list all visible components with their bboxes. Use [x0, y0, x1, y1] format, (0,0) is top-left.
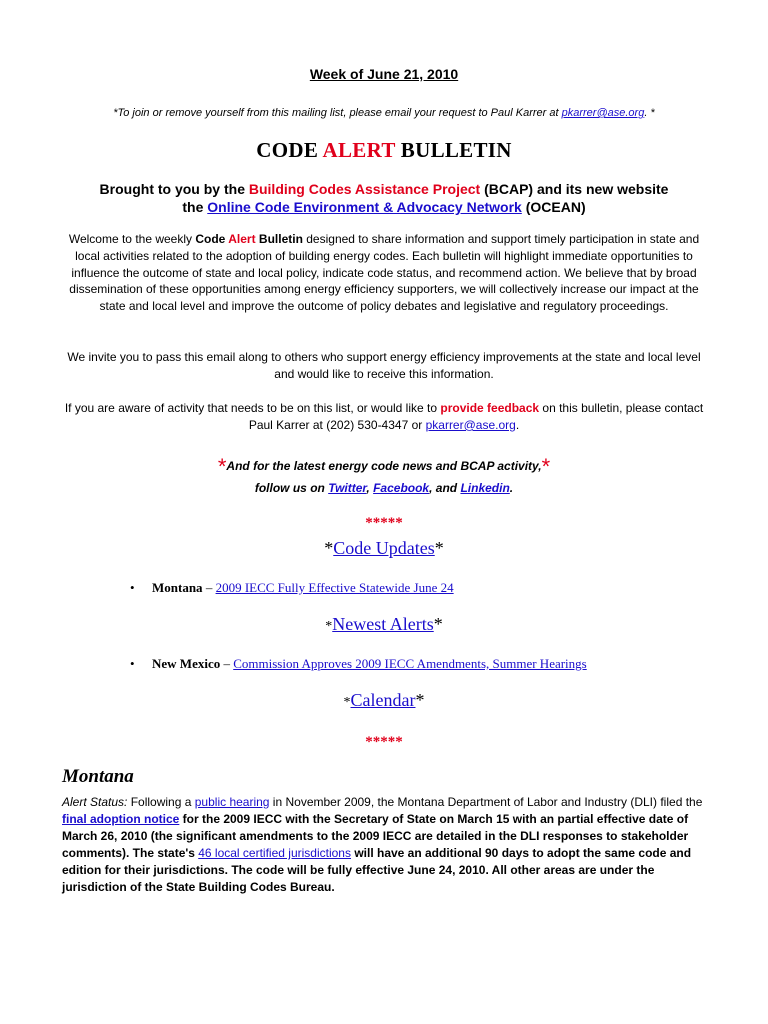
ocean-link[interactable]: Online Code Environment & Advocacy Network: [207, 199, 522, 215]
sponsor-pre: Brought to you by the: [99, 181, 249, 197]
bcap-name: Building Codes Assistance Project: [248, 181, 481, 197]
code-updates-heading: [0, 538, 768, 559]
newest-alerts-link[interactable]: Newest Alerts: [332, 614, 434, 634]
bullet-dot: •: [130, 656, 135, 671]
code-updates-star-l: *: [324, 538, 334, 558]
welcome-rest: designed to share information and support timely participation in state and local activities related to the adoption of building energy codes. Each bulletin will highlight immediate opportunities to influence the outcome of state and local policy, indicate code status, and recommend action. We believe that by broad dissemination of these opportunities among energy efficiency supporters, we will collectively increase our impact at the state and local level and improve the outcome of policy debates and legislative and regulatory proceedings.: [69, 232, 700, 314]
new-mexico-alert-link[interactable]: Commission Approves 2009 IECC Amendments, Summer Hearings: [233, 656, 587, 671]
mailing-email-link[interactable]: pkarrer@ase.org: [561, 107, 645, 119]
bcap-abbr: (BCAP) and its new website: [480, 181, 669, 197]
twitter-link[interactable]: Twitter: [328, 481, 367, 495]
welcome-code: Code: [195, 232, 229, 246]
follow-line-2: [0, 477, 768, 499]
calendar-link[interactable]: Calendar: [350, 690, 416, 710]
montana-t2: in November 2009, the Montana Department of Labor and Industry (DLI) filed the: [269, 795, 703, 809]
follow-us: [0, 452, 768, 499]
public-hearing-link[interactable]: public hearing: [194, 795, 270, 809]
newest-star-r: *: [433, 614, 443, 634]
divider-stars-bottom: *****: [365, 734, 403, 750]
montana-alert-status: [62, 794, 712, 896]
list-item: [130, 656, 587, 672]
sponsor-line: [0, 180, 768, 216]
newest-alerts-heading: [0, 614, 768, 635]
welcome-pre: Welcome to the weekly: [68, 232, 196, 246]
follow-text: And for the latest energy code news and BCAP activity,: [226, 459, 542, 473]
bullet-state: New Mexico: [152, 656, 221, 671]
bullet-state: Montana: [152, 580, 203, 595]
local-jurisdictions-link[interactable]: 46 local certified jurisdictions: [198, 846, 351, 860]
mailing-note-end: . *: [644, 107, 655, 119]
welcome-paragraph: [60, 231, 708, 315]
aware-mid: on this bulletin, please contact Paul Karrer at (202) 530-4347 or: [248, 401, 704, 432]
montana-t1: Following a: [127, 795, 195, 809]
final-adoption-notice-link[interactable]: final adoption notice: [62, 812, 180, 826]
montana-section-title: Montana: [62, 766, 134, 787]
follow-and: , and: [429, 481, 461, 495]
welcome-alert: Alert: [228, 232, 256, 246]
title-alert: ALERT: [322, 138, 396, 162]
montana-t4: will have an additional 90 days to adopt the same code and edition for their jurisdictions. The code will be fully effective June 24, 2010. All other areas are under the jurisdiction of the State Building Codes Bureau.: [62, 846, 692, 894]
bullet-dash: –: [220, 656, 234, 671]
code-updates-star-r: *: [434, 538, 444, 558]
montana-t3: for the 2009 IECC with the Secretary of State on March 15 with an partial effective date of March 26, 2010 (the significant amendments to the 2009 IECC are detailed in the DLI responses to stakeholder comments). The state's: [62, 812, 689, 860]
title-bulletin: BULLETIN: [395, 138, 512, 162]
bulletin-title: [0, 138, 768, 163]
bullet-dash: –: [202, 580, 216, 595]
calendar-star-r: *: [415, 690, 425, 710]
mailing-list-note: [0, 107, 768, 119]
sponsor-the: the: [182, 199, 208, 215]
calendar-star-l: *: [343, 695, 351, 710]
sponsor-line-1: [0, 180, 768, 198]
sponsor-line-2: [0, 198, 768, 216]
calendar-heading: [0, 690, 768, 711]
code-updates-link[interactable]: Code Updates: [333, 538, 435, 558]
bullet-dot: •: [130, 580, 135, 595]
follow-pre: follow us on: [254, 481, 329, 495]
follow-end: .: [509, 481, 514, 495]
list-item: [130, 580, 454, 596]
week-heading: Week of June 21, 2010: [309, 66, 459, 82]
alert-status-label: Alert Status:: [62, 795, 128, 809]
star-right: *: [541, 454, 551, 479]
welcome-bulletin: Bulletin: [255, 232, 303, 246]
mailing-note-text: *To join or remove yourself from this mailing list, please email your request to Paul Karrer at: [113, 107, 562, 119]
title-code: CODE: [256, 138, 323, 162]
follow-comma: ,: [366, 481, 374, 495]
contact-email-link[interactable]: pkarrer@ase.org: [425, 417, 516, 432]
divider-stars-top: *****: [365, 515, 403, 531]
ocean-abbr: (OCEAN): [521, 199, 586, 215]
aware-post: .: [515, 417, 520, 432]
star-left: *: [217, 454, 227, 479]
feedback-paragraph: [60, 400, 708, 434]
montana-update-link[interactable]: 2009 IECC Fully Effective Statewide June 24: [215, 580, 454, 595]
provide-feedback-link[interactable]: provide feedback: [440, 401, 540, 415]
newest-star-l: *: [325, 619, 333, 634]
invite-paragraph: We invite you to pass this email along to others who support energy efficiency improvements at the state and local level and would like to receive this information.: [67, 350, 701, 381]
facebook-link[interactable]: Facebook: [373, 481, 430, 495]
linkedin-link[interactable]: Linkedin: [460, 481, 510, 495]
follow-line-1: [0, 452, 768, 477]
aware-pre: If you are aware of activity that needs to be on this list, or would like to: [64, 401, 441, 415]
